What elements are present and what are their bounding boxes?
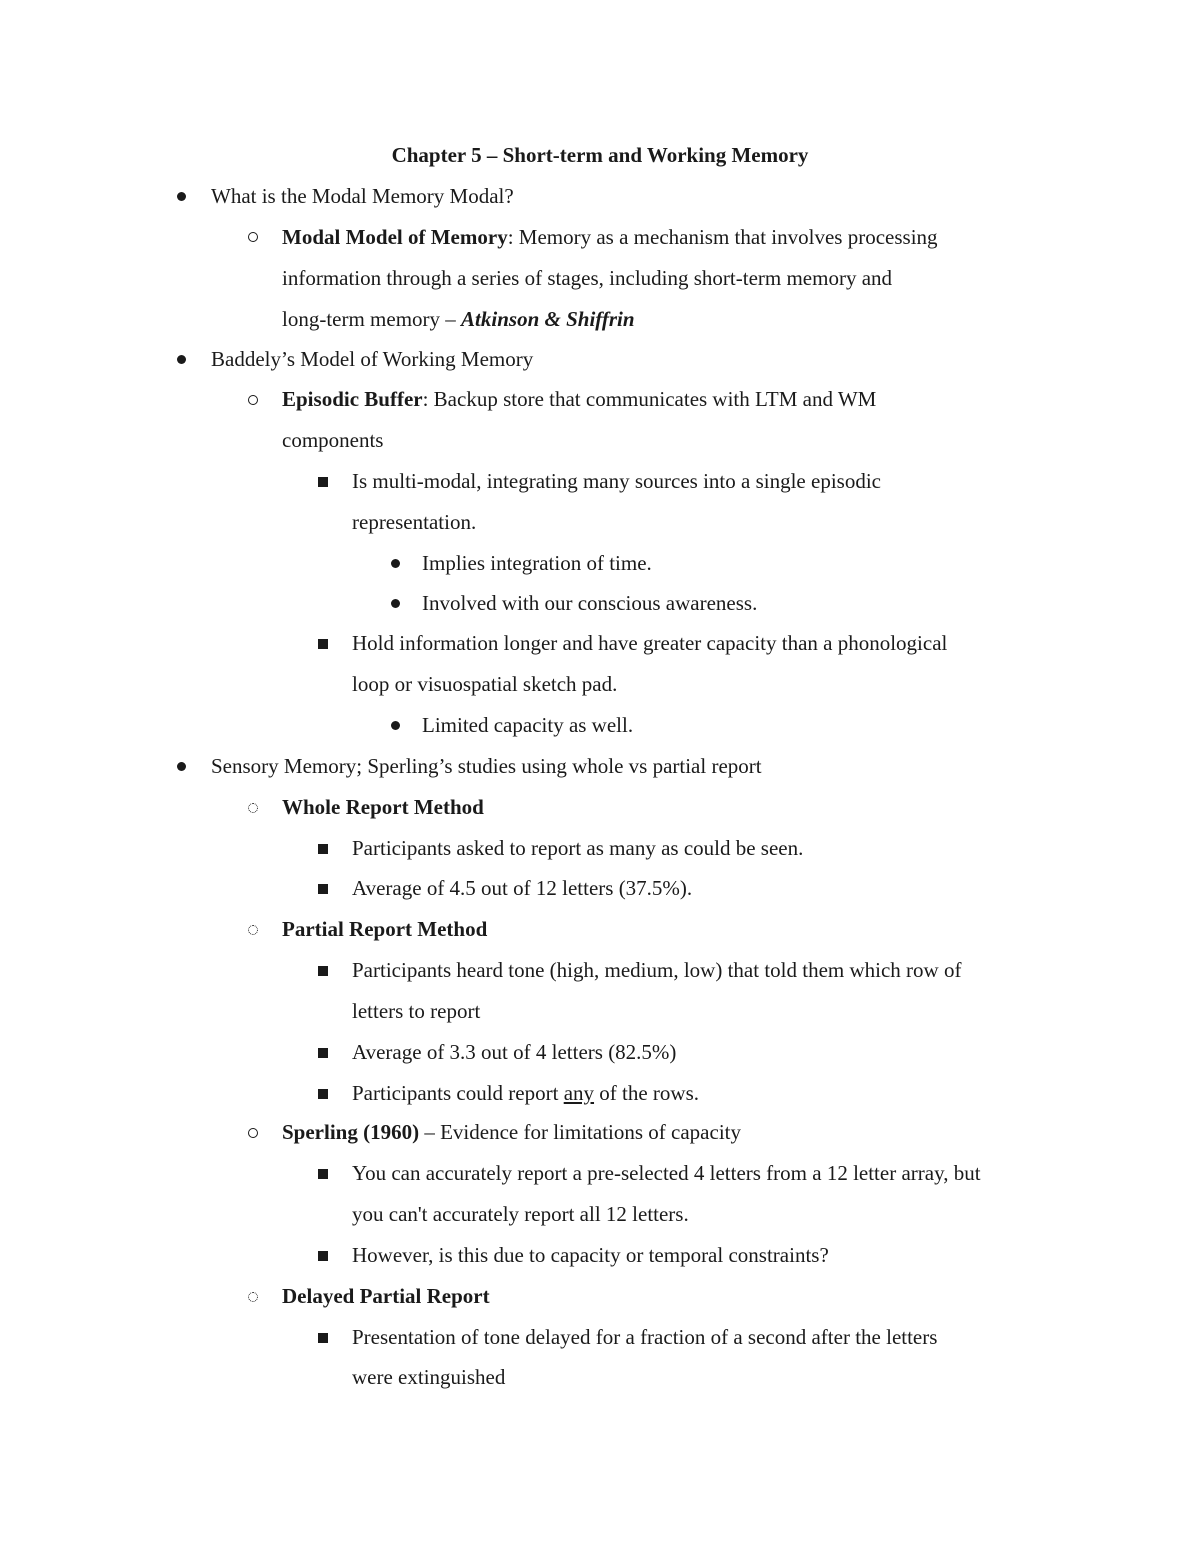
- episodic-definition-1: : Backup store that communicates with LTM and WM: [422, 387, 877, 411]
- list-item: [282, 386, 876, 412]
- list-item: However, is this due to capacity or temporal constraints?: [352, 1243, 829, 1267]
- list-item: Sensory Memory; Sperling’s studies using whole vs partial report: [211, 754, 762, 778]
- term-episodic-buffer: Episodic Buffer: [282, 387, 423, 411]
- partial-3-pre: Participants could report: [352, 1081, 564, 1105]
- bullet-square-icon: [318, 1333, 328, 1343]
- list-item: [352, 1080, 699, 1106]
- bullet-disc-icon: [391, 599, 400, 608]
- sperling-rest: – Evidence for limitations of capacity: [419, 1120, 741, 1144]
- bullet-square-icon: [318, 966, 328, 976]
- modal-definition-2: information through a series of stages, including short-term memory and: [282, 266, 893, 290]
- list-item-continuation: you can't accurately report all 12 letters.: [352, 1202, 689, 1226]
- list-item-continuation: were extinguished: [352, 1365, 506, 1389]
- bullet-disc-icon: [177, 192, 186, 201]
- partial-3-post: of the rows.: [594, 1081, 700, 1105]
- list-item: [282, 306, 635, 332]
- list-item: [282, 1119, 741, 1145]
- bullet-dotted-circle-icon: [248, 1292, 258, 1302]
- list-item: Baddely’s Model of Working Memory: [211, 347, 534, 371]
- bullet-square-icon: [318, 1089, 328, 1099]
- modal-definition-3: long-term memory –: [282, 307, 462, 331]
- bullet-square-icon: [318, 1048, 328, 1058]
- bullet-disc-icon: [177, 355, 186, 364]
- list-item: Hold information longer and have greater capacity than a phonological: [352, 631, 948, 655]
- list-item: Average of 4.5 out of 12 letters (37.5%).: [352, 876, 693, 900]
- list-item: Is multi-modal, integrating many sources into a single episodic: [352, 469, 881, 493]
- bullet-circle-icon: [248, 232, 258, 242]
- episodic-definition-2: components: [282, 428, 384, 452]
- list-item: What is the Modal Memory Modal?: [211, 184, 514, 208]
- heading-delayed-partial-report: Delayed Partial Report: [282, 1284, 490, 1308]
- list-item-continuation: representation.: [352, 510, 477, 534]
- bullet-square-icon: [318, 1169, 328, 1179]
- list-item-continuation: letters to report: [352, 999, 481, 1023]
- heading-partial-report: Partial Report Method: [282, 917, 488, 941]
- list-item: Presentation of tone delayed for a fraction of a second after the letters: [352, 1325, 938, 1349]
- bullet-square-icon: [318, 844, 328, 854]
- bullet-dotted-circle-icon: [248, 803, 258, 813]
- bullet-dotted-circle-icon: [248, 925, 258, 935]
- bullet-square-icon: [318, 884, 328, 894]
- bullet-disc-icon: [177, 762, 186, 771]
- list-item: Participants heard tone (high, medium, low) that told them which row of: [352, 958, 962, 982]
- list-item-continuation: loop or visuospatial sketch pad.: [352, 672, 618, 696]
- list-item: Involved with our conscious awareness.: [422, 591, 758, 615]
- page-title: Chapter 5 – Short-term and Working Memory: [391, 143, 809, 167]
- list-item: Implies integration of time.: [422, 551, 652, 575]
- bullet-square-icon: [318, 477, 328, 487]
- heading-whole-report: Whole Report Method: [282, 795, 484, 819]
- bullet-disc-icon: [391, 559, 400, 568]
- modal-definition-1: : Memory as a mechanism that involves processing: [507, 225, 938, 249]
- list-item: [282, 224, 938, 250]
- bullet-disc-icon: [391, 721, 400, 730]
- bullet-square-icon: [318, 639, 328, 649]
- list-item: Average of 3.3 out of 4 letters (82.5%): [352, 1040, 677, 1064]
- bullet-circle-icon: [248, 395, 258, 405]
- list-item: Limited capacity as well.: [422, 713, 634, 737]
- bullet-square-icon: [318, 1251, 328, 1261]
- list-item: Participants asked to report as many as could be seen.: [352, 836, 804, 860]
- modal-authors: Atkinson & Shiffrin: [461, 307, 635, 331]
- bullet-circle-icon: [248, 1128, 258, 1138]
- term-sperling: Sperling (1960): [282, 1120, 420, 1144]
- emphasis-any: any: [563, 1081, 595, 1105]
- list-item: You can accurately report a pre-selected 4 letters from a 12 letter array, but: [352, 1161, 981, 1185]
- term-modal-model: Modal Model of Memory: [282, 225, 508, 249]
